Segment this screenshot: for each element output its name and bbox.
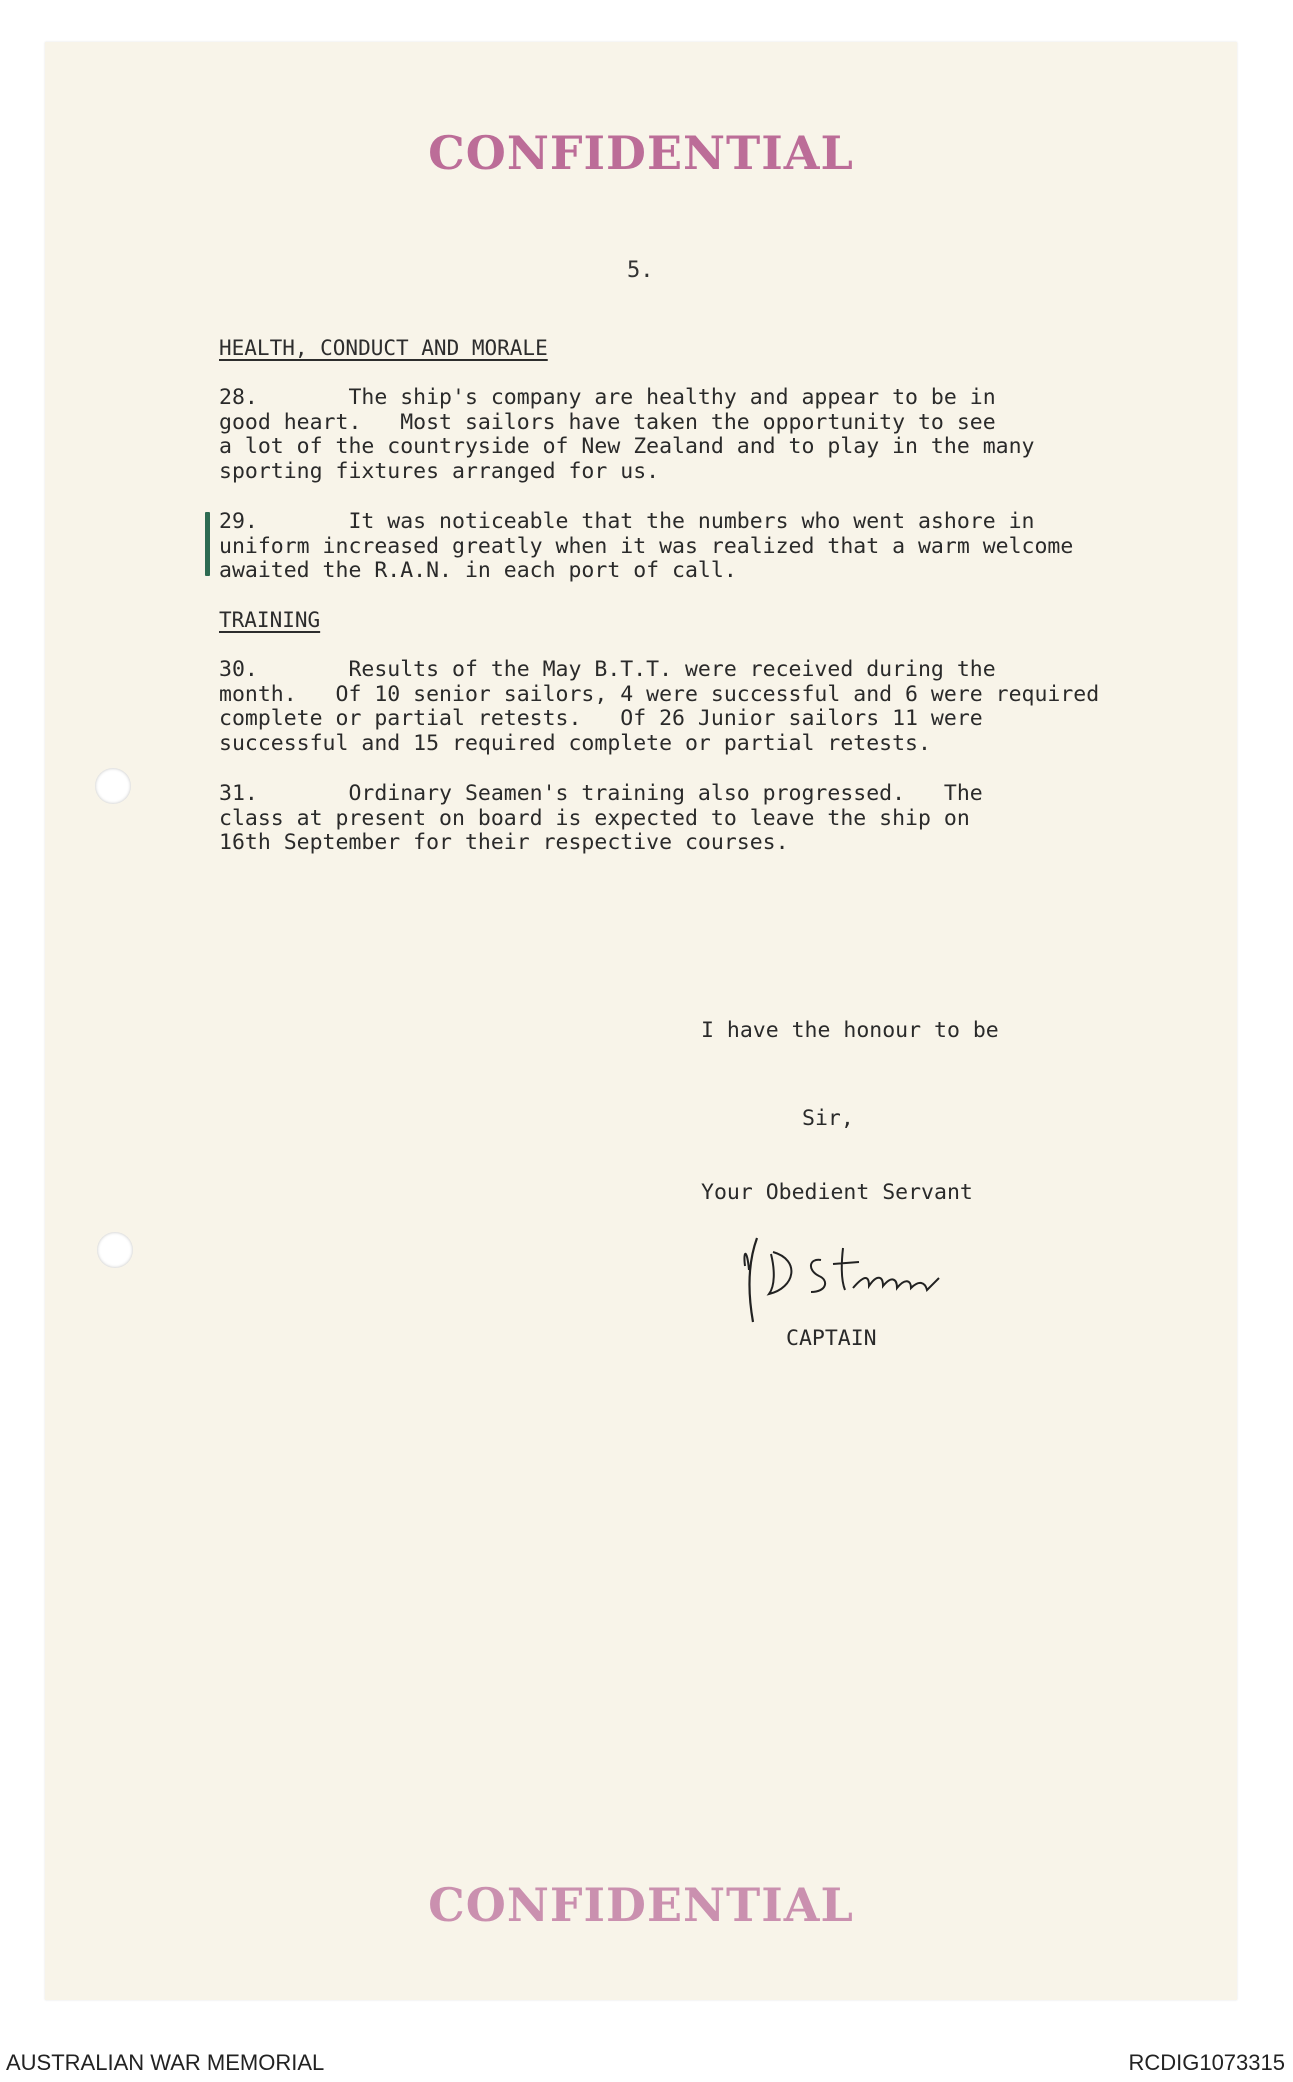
- confidential-stamp-bottom: CONFIDENTIAL: [428, 1878, 854, 1932]
- signature-title: CAPTAIN: [786, 1326, 877, 1351]
- document-page: [45, 42, 1237, 2000]
- punch-hole-lower: [97, 1232, 133, 1268]
- closing-line-2: Sir,: [802, 1106, 854, 1131]
- paragraph-29: 29. It was noticeable that the numbers who went ashore in uniform increased greatly when it was realized that a warm welcome awaited the R.A.N. in each port of call.: [219, 509, 1074, 583]
- punch-hole-upper: [95, 768, 131, 804]
- section-heading-training: TRAINING: [219, 608, 321, 632]
- captain-signature: [735, 1230, 1015, 1330]
- margin-mark: [205, 512, 210, 576]
- closing-line-1: I have the honour to be: [701, 1018, 999, 1043]
- paragraph-31: 31. Ordinary Seamen's training also progressed. The class at present on board is expected to leave the ship on 16th September for their respective courses.: [219, 781, 983, 855]
- closing-line-3: Your Obedient Servant: [701, 1180, 973, 1205]
- footer-source: AUSTRALIAN WAR MEMORIAL: [6, 2050, 325, 2075]
- page-number: 5.: [627, 258, 654, 283]
- section-heading-health: HEALTH, CONDUCT AND MORALE: [219, 336, 548, 360]
- confidential-stamp-top: CONFIDENTIAL: [428, 126, 854, 180]
- paragraph-30: 30. Results of the May B.T.T. were received during the month. Of 10 senior sailors, 4 were successful and 6 were required complete or partial retests. Of 26 Junior sailors 11 were successful and 15 required complete or partial retests.: [219, 657, 1100, 756]
- footer-identifier: RCDIG1073315: [1128, 2050, 1285, 2075]
- paragraph-28: 28. The ship's company are healthy and appear to be in good heart. Most sailors have taken the opportunity to see a lot of the countryside of New Zealand and to play in the many sporting fixtures arranged for us.: [219, 385, 1035, 484]
